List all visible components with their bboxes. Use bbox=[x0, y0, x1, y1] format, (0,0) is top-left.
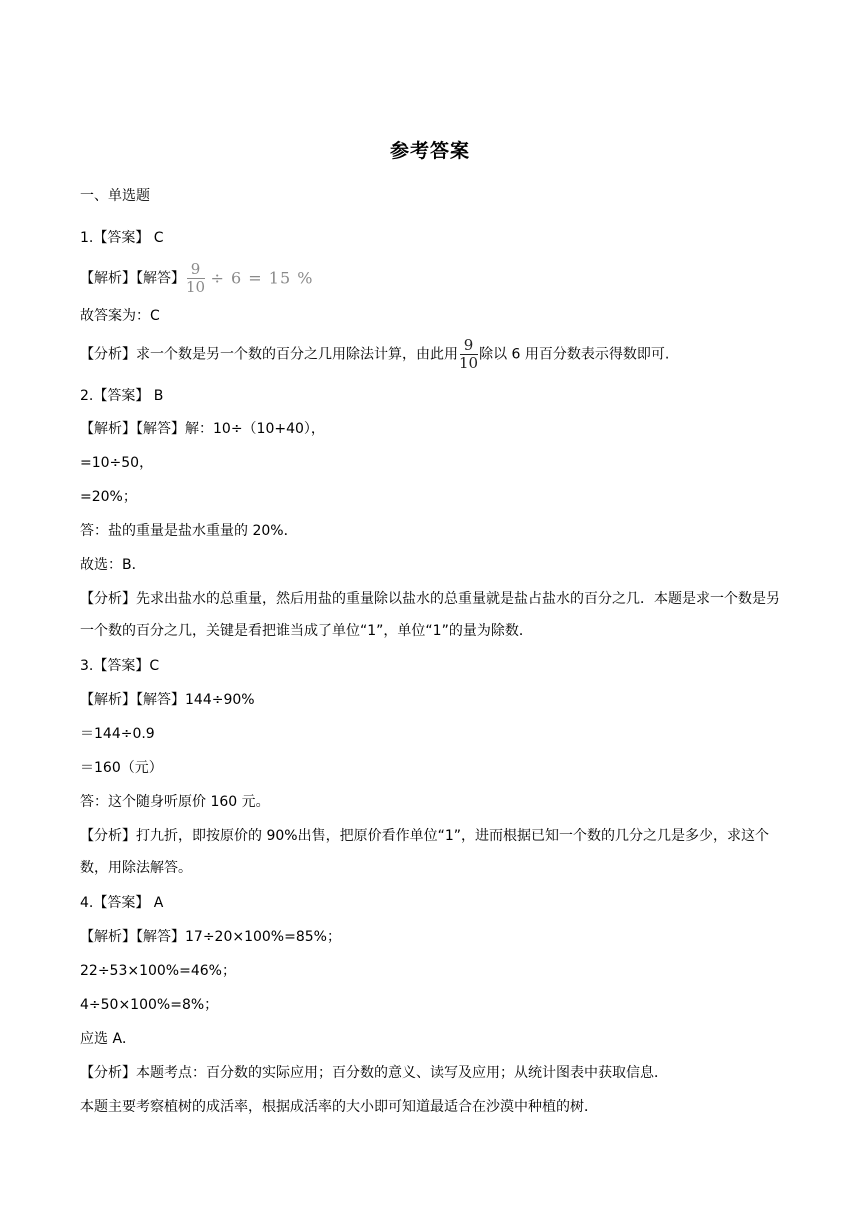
q1-fenxi-num: 9 bbox=[463, 336, 474, 354]
q1-conclusion: 故答案为：C bbox=[80, 308, 160, 324]
q4-fenxi: 【分析】本题考点：百分数的实际应用；百分数的意义、读写及应用；从统计图表中获取信息． bbox=[80, 1065, 668, 1081]
q2-line-1: 【解析】【解答】解：10÷（10+40）， bbox=[80, 421, 325, 437]
q4-line-6: 本题主要考察植树的成活率，根据成活率的大小即可知道最适合在沙漠中种植的树． bbox=[80, 1099, 598, 1115]
q3-line-1: 【解析】【解答】144÷90% bbox=[80, 692, 255, 708]
q1-analysis bbox=[80, 262, 782, 295]
q1-fenxi-fraction bbox=[459, 338, 478, 371]
q2-line-3: =20%； bbox=[80, 489, 137, 505]
section-heading: 一、单选题 bbox=[80, 188, 150, 204]
q4-line-1: 【解析】【解答】17÷20×100%=85%； bbox=[80, 929, 341, 945]
q1-expression: ÷ 6 = 15 % bbox=[210, 268, 314, 288]
q3-line-3: ＝160（元） bbox=[80, 760, 163, 776]
q1-fraction bbox=[186, 262, 205, 295]
q3-line-4: 答：这个随身听原价 160 元。 bbox=[80, 794, 270, 810]
q1-answer: 1.【答案】 C bbox=[80, 230, 164, 246]
q1-analysis-prefix: 【解析】【解答】 bbox=[80, 270, 185, 287]
q4-answer: 4.【答案】 A bbox=[80, 895, 164, 911]
q3-answer: 3.【答案】C bbox=[80, 658, 160, 674]
q3-fenxi: 【分析】打九折，即按原价的 90%出售，把原价看作单位“1”，进而根据已知一个数的几分之几是多少，求这个数，用除法解答。 bbox=[80, 828, 769, 876]
q4-line-2: 22÷53×100%=46%； bbox=[80, 963, 236, 979]
q1-fenxi-den: 10 bbox=[459, 354, 479, 372]
q1-fenxi bbox=[80, 338, 782, 371]
q2-fenxi: 【分析】先求出盐水的总重量，然后用盐的重量除以盐水的总重量就是盐占盐水的百分之几．本题是求一个数是另一个数的百分之几，关键是看把谁当成了单位“1”，单位“1”的量为除数． bbox=[80, 591, 780, 639]
q2-answer: 2.【答案】 B bbox=[80, 388, 164, 404]
q2-line-2: =10÷50， bbox=[80, 455, 154, 471]
page-title: 参考答案 bbox=[389, 140, 470, 162]
q1-fenxi-prefix: 【分析】求一个数是另一个数的百分之几用除法计算，由此用 bbox=[80, 346, 458, 363]
q1-frac-den: 10 bbox=[186, 278, 206, 296]
q1-fenxi-suffix: 除以 6 用百分数表示得数即可. bbox=[479, 346, 670, 363]
q2-line-4: 答：盐的重量是盐水重量的 20%． bbox=[80, 523, 298, 539]
q4-line-4: 应选 A． bbox=[80, 1031, 137, 1047]
q2-line-5: 故选：B． bbox=[80, 557, 146, 573]
q4-line-3: 4÷50×100%=8%； bbox=[80, 997, 219, 1013]
q1-frac-num: 9 bbox=[190, 260, 201, 278]
q3-line-2: ＝144÷0.9 bbox=[80, 726, 155, 742]
